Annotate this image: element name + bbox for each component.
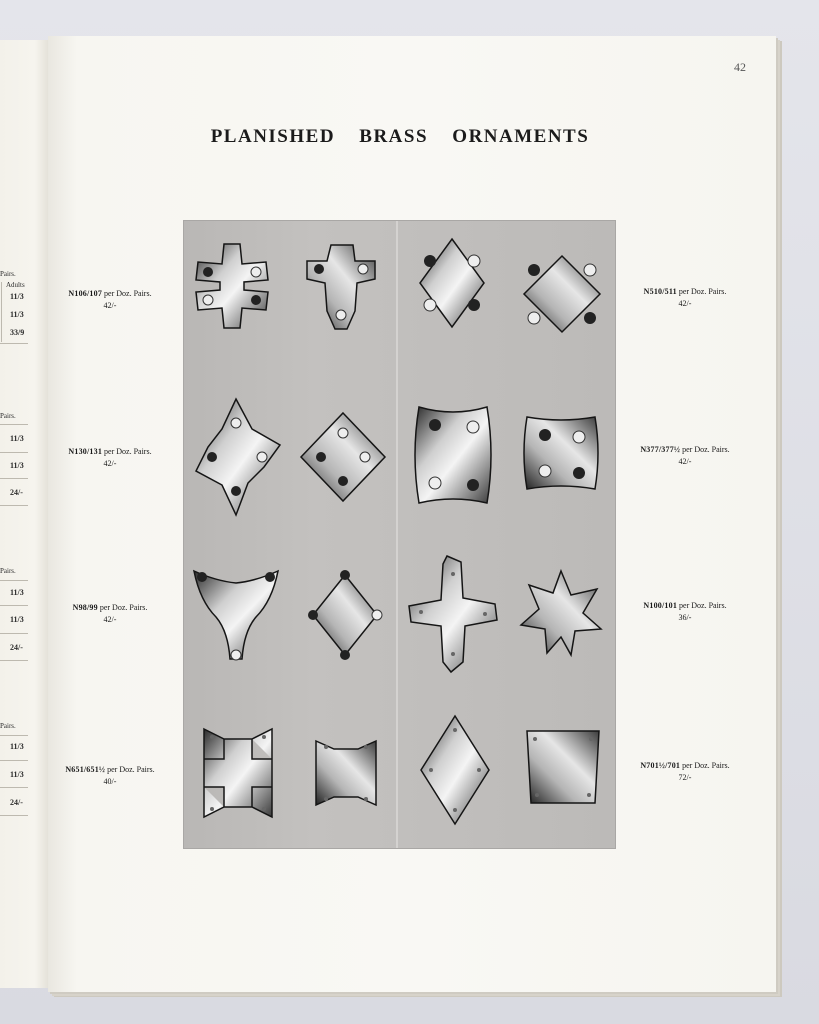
facing-rule	[1, 282, 2, 342]
facing-price: 11/3	[10, 770, 24, 779]
diamond-icon	[301, 413, 385, 501]
facing-rule	[0, 505, 28, 506]
product-code: N651/651½	[65, 765, 106, 774]
facing-rule	[0, 452, 28, 453]
facing-price: 11/3	[10, 461, 24, 470]
facing-rule	[0, 735, 28, 736]
ornate-diamond-icon	[524, 256, 600, 332]
product-price: 36/-	[678, 613, 692, 622]
facing-rule	[0, 343, 28, 344]
maltese-cross-icon	[316, 741, 376, 805]
facing-price: 24/-	[10, 488, 23, 497]
facing-rule	[0, 787, 28, 788]
cross-patonce-icon	[415, 407, 491, 503]
product-caption	[605, 760, 765, 784]
facing-price: 11/3	[10, 434, 24, 443]
ornament-plate	[183, 220, 616, 849]
facing-rule	[0, 815, 28, 816]
product-price: 40/-	[103, 777, 117, 786]
ornate-diamond-icon	[420, 239, 484, 327]
facing-price: 33/9	[10, 328, 25, 337]
ornament-figures	[184, 221, 615, 848]
product-code: N106/107	[68, 289, 103, 298]
facing-header: Pairs.	[0, 412, 16, 420]
facing-rule	[0, 424, 28, 425]
facing-price: 11/3	[10, 292, 24, 301]
product-price: 72/-	[678, 773, 692, 782]
product-code: N701½/701	[640, 761, 681, 770]
product-caption	[30, 764, 190, 788]
unit-text: per Doz. Pairs.	[682, 761, 730, 770]
facing-price: 24/-	[10, 643, 23, 652]
product-caption	[30, 446, 190, 470]
product-caption	[30, 602, 190, 626]
facing-rule	[0, 633, 28, 634]
facing-price: 11/3	[10, 310, 24, 319]
product-code: N100/101	[643, 601, 678, 610]
product-code: N98/99	[72, 603, 98, 612]
fleur-diamond-icon	[308, 570, 382, 660]
product-price: 42/-	[103, 301, 117, 310]
facing-page	[0, 40, 51, 988]
shield-icon	[194, 571, 278, 660]
facing-price: 11/3	[10, 742, 24, 751]
diamond-icon	[421, 716, 489, 824]
unit-text: per Doz. Pairs.	[104, 447, 152, 456]
ornate-cross-icon	[307, 245, 375, 329]
facing-price: 11/3	[10, 588, 24, 597]
star-icon	[521, 571, 601, 655]
facing-rule	[0, 760, 28, 761]
product-caption	[605, 444, 765, 468]
product-price: 42/-	[103, 615, 117, 624]
facing-rule	[0, 580, 28, 581]
unit-text: per Doz. Pairs.	[678, 287, 727, 296]
cross-square-icon	[524, 417, 598, 489]
cross-icon	[409, 556, 497, 672]
product-price: 42/-	[678, 299, 692, 308]
product-caption	[605, 286, 765, 310]
facing-price: 11/3	[10, 615, 24, 624]
facing-rule	[0, 605, 28, 606]
product-code: N130/131	[68, 447, 103, 456]
facing-header: Pairs.	[0, 722, 16, 730]
cross-icon	[196, 399, 280, 515]
product-code: N510/511	[643, 287, 677, 296]
trapezoid-icon	[527, 731, 599, 803]
facing-header: Pairs.	[0, 567, 16, 575]
page-number: 42	[734, 60, 746, 74]
facing-subheader: Adults	[6, 281, 25, 289]
facing-price: 24/-	[10, 798, 23, 807]
unit-text: per Doz. Pairs.	[679, 601, 727, 610]
product-code: N377/377½	[640, 445, 681, 454]
unit-text: per Doz. Pairs.	[682, 445, 730, 454]
unit-text: per Doz. Pairs.	[107, 765, 155, 774]
facing-rule	[0, 478, 28, 479]
facing-header: Pairs.	[0, 270, 16, 278]
facing-rule	[0, 660, 28, 661]
maltese-cross-icon	[204, 729, 272, 817]
ornate-cross-icon	[196, 244, 268, 328]
product-caption	[30, 288, 190, 312]
unit-text: per Doz. Pairs.	[104, 289, 152, 298]
product-price: 42/-	[103, 459, 117, 468]
unit-text: per Doz. Pairs.	[99, 603, 148, 612]
page-title: PLANISHED BRASS ORNAMENTS	[210, 126, 590, 147]
product-price: 42/-	[678, 457, 692, 466]
product-caption	[605, 600, 765, 624]
